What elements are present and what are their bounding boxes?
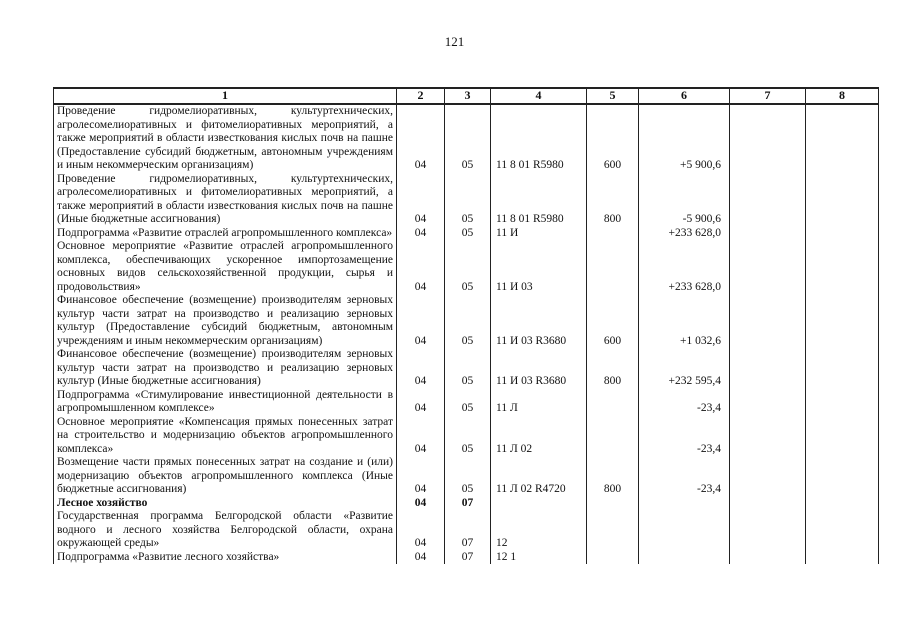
row-section: 04 bbox=[397, 510, 445, 551]
table-row bbox=[54, 227, 879, 241]
row-col7 bbox=[730, 389, 806, 416]
row-target-code: 12 bbox=[491, 510, 587, 551]
row-subsection: 05 bbox=[445, 456, 491, 497]
column-header-3: 3 bbox=[445, 88, 491, 104]
row-section: 04 bbox=[397, 294, 445, 348]
table-row bbox=[54, 389, 879, 416]
row-subsection: 05 bbox=[445, 104, 491, 173]
row-amount: +233 628,0 bbox=[639, 227, 730, 241]
row-subsection: 05 bbox=[445, 227, 491, 241]
row-section: 04 bbox=[397, 456, 445, 497]
row-name: Подпрограмма «Развитие лесного хозяйства» bbox=[54, 551, 397, 565]
row-col7 bbox=[730, 510, 806, 551]
row-section: 04 bbox=[397, 348, 445, 389]
row-col8 bbox=[806, 510, 879, 551]
row-name: Государственная программа Белгородской области «Развитие водного и лесного хозяйства Белгородской области, охрана окружающей среды» bbox=[54, 510, 397, 551]
row-col8 bbox=[806, 104, 879, 173]
row-col8 bbox=[806, 416, 879, 457]
row-section: 04 bbox=[397, 389, 445, 416]
table-row bbox=[54, 456, 879, 497]
row-section: 04 bbox=[397, 416, 445, 457]
row-col8 bbox=[806, 227, 879, 241]
row-subsection: 05 bbox=[445, 389, 491, 416]
column-header-4: 4 bbox=[491, 88, 587, 104]
row-target-code: 11 И 03 R3680 bbox=[491, 348, 587, 389]
table-row bbox=[54, 551, 879, 565]
row-name: Финансовое обеспечение (возмещение) производителям зерновых культур части затрат на производство и реализацию зерновых культур (Предоставление субсидий бюджетным, автономным учреждениям и иным некоммерческим организациям) bbox=[54, 294, 397, 348]
row-name: Основное мероприятие «Компенсация прямых понесенных затрат на строительство и модернизацию объектов агропромышленного комплекса» bbox=[54, 416, 397, 457]
row-section: 04 bbox=[397, 551, 445, 565]
row-col7 bbox=[730, 456, 806, 497]
row-name: Подпрограмма «Развитие отраслей агропромышленного комплекса» bbox=[54, 227, 397, 241]
row-col7 bbox=[730, 227, 806, 241]
row-col8 bbox=[806, 173, 879, 227]
row-section: 04 bbox=[397, 240, 445, 294]
row-name: Основное мероприятие «Развитие отраслей агропромышленного комплекса, обеспечивающих ускоренное импортозамещение основных видов сельскохозяйственной продукции, сырья и продовольствия» bbox=[54, 240, 397, 294]
column-header-2: 2 bbox=[397, 88, 445, 104]
row-name: Проведение гидромелиоративных, культуртехнических, агролесомелиоративных и фитомелиоративных мероприятий, а также мероприятий в области известкования кислых почв на пашне (Предоставление субсидий бюджетным, автономным учреждениям и иным некоммерческим организациям) bbox=[54, 104, 397, 173]
table-row bbox=[54, 510, 879, 551]
row-amount: -23,4 bbox=[639, 456, 730, 497]
row-col7 bbox=[730, 104, 806, 173]
table-row bbox=[54, 294, 879, 348]
column-header-7: 7 bbox=[730, 88, 806, 104]
row-col8 bbox=[806, 240, 879, 294]
row-target-code: 12 1 bbox=[491, 551, 587, 565]
column-header-5: 5 bbox=[587, 88, 639, 104]
row-expense-type: 800 bbox=[587, 456, 639, 497]
row-section: 04 bbox=[397, 497, 445, 511]
column-header-8: 8 bbox=[806, 88, 879, 104]
row-name: Лесное хозяйство bbox=[54, 497, 397, 511]
row-target-code: 11 И 03 bbox=[491, 240, 587, 294]
row-section: 04 bbox=[397, 104, 445, 173]
row-expense-type bbox=[587, 240, 639, 294]
row-name: Возмещение части прямых понесенных затрат на создание и (или) модернизацию объектов агропромышленного комплекса (Иные бюджетные ассигнования) bbox=[54, 456, 397, 497]
row-amount bbox=[639, 497, 730, 511]
row-expense-type bbox=[587, 227, 639, 241]
row-col8 bbox=[806, 348, 879, 389]
row-target-code: 11 8 01 R5980 bbox=[491, 104, 587, 173]
row-col8 bbox=[806, 497, 879, 511]
row-expense-type: 800 bbox=[587, 348, 639, 389]
row-target-code: 11 И bbox=[491, 227, 587, 241]
row-col8 bbox=[806, 294, 879, 348]
row-expense-type: 600 bbox=[587, 294, 639, 348]
row-name: Проведение гидромелиоративных, культуртехнических, агролесомелиоративных и фитомелиоративных мероприятий, а также мероприятий в области известкования кислых почв на пашне (Иные бюджетные ассигнования) bbox=[54, 173, 397, 227]
row-amount: -23,4 bbox=[639, 389, 730, 416]
row-expense-type bbox=[587, 551, 639, 565]
row-col8 bbox=[806, 551, 879, 565]
row-col8 bbox=[806, 456, 879, 497]
row-col7 bbox=[730, 497, 806, 511]
row-col7 bbox=[730, 551, 806, 565]
row-target-code: 11 Л bbox=[491, 389, 587, 416]
row-expense-type bbox=[587, 497, 639, 511]
row-expense-type bbox=[587, 416, 639, 457]
row-subsection: 05 bbox=[445, 294, 491, 348]
row-amount bbox=[639, 510, 730, 551]
row-amount bbox=[639, 551, 730, 565]
row-col7 bbox=[730, 348, 806, 389]
column-header-6: 6 bbox=[639, 88, 730, 104]
row-name: Финансовое обеспечение (возмещение) производителям зерновых культур части затрат на производство и реализацию зерновых культур (Иные бюджетные ассигнования) bbox=[54, 348, 397, 389]
table-row bbox=[54, 497, 879, 511]
column-header-1: 1 bbox=[54, 88, 397, 104]
table-row bbox=[54, 173, 879, 227]
table-row bbox=[54, 348, 879, 389]
row-col7 bbox=[730, 294, 806, 348]
row-amount: +232 595,4 bbox=[639, 348, 730, 389]
row-subsection: 05 bbox=[445, 348, 491, 389]
table-header-row bbox=[54, 88, 879, 104]
row-section: 04 bbox=[397, 173, 445, 227]
row-col7 bbox=[730, 240, 806, 294]
row-target-code bbox=[491, 497, 587, 511]
row-expense-type bbox=[587, 510, 639, 551]
row-subsection: 07 bbox=[445, 551, 491, 565]
row-subsection: 07 bbox=[445, 510, 491, 551]
row-subsection: 07 bbox=[445, 497, 491, 511]
budget-table bbox=[53, 87, 879, 564]
row-subsection: 05 bbox=[445, 240, 491, 294]
row-expense-type: 800 bbox=[587, 173, 639, 227]
row-name: Подпрограмма «Стимулирование инвестиционной деятельности в агропромышленном комплексе» bbox=[54, 389, 397, 416]
row-expense-type: 600 bbox=[587, 104, 639, 173]
table-row bbox=[54, 240, 879, 294]
row-amount: -23,4 bbox=[639, 416, 730, 457]
row-target-code: 11 8 01 R5980 bbox=[491, 173, 587, 227]
row-section: 04 bbox=[397, 227, 445, 241]
row-amount: +1 032,6 bbox=[639, 294, 730, 348]
page-number: 121 bbox=[444, 34, 465, 49]
row-subsection: 05 bbox=[445, 173, 491, 227]
row-col7 bbox=[730, 173, 806, 227]
row-target-code: 11 И 03 R3680 bbox=[491, 294, 587, 348]
row-amount: +5 900,6 bbox=[639, 104, 730, 173]
row-subsection: 05 bbox=[445, 416, 491, 457]
row-target-code: 11 Л 02 R4720 bbox=[491, 456, 587, 497]
table-row bbox=[54, 416, 879, 457]
table-row bbox=[54, 104, 879, 173]
row-col8 bbox=[806, 389, 879, 416]
row-col7 bbox=[730, 416, 806, 457]
row-target-code: 11 Л 02 bbox=[491, 416, 587, 457]
row-expense-type bbox=[587, 389, 639, 416]
row-amount: +233 628,0 bbox=[639, 240, 730, 294]
row-amount: -5 900,6 bbox=[639, 173, 730, 227]
table-body bbox=[54, 104, 879, 564]
